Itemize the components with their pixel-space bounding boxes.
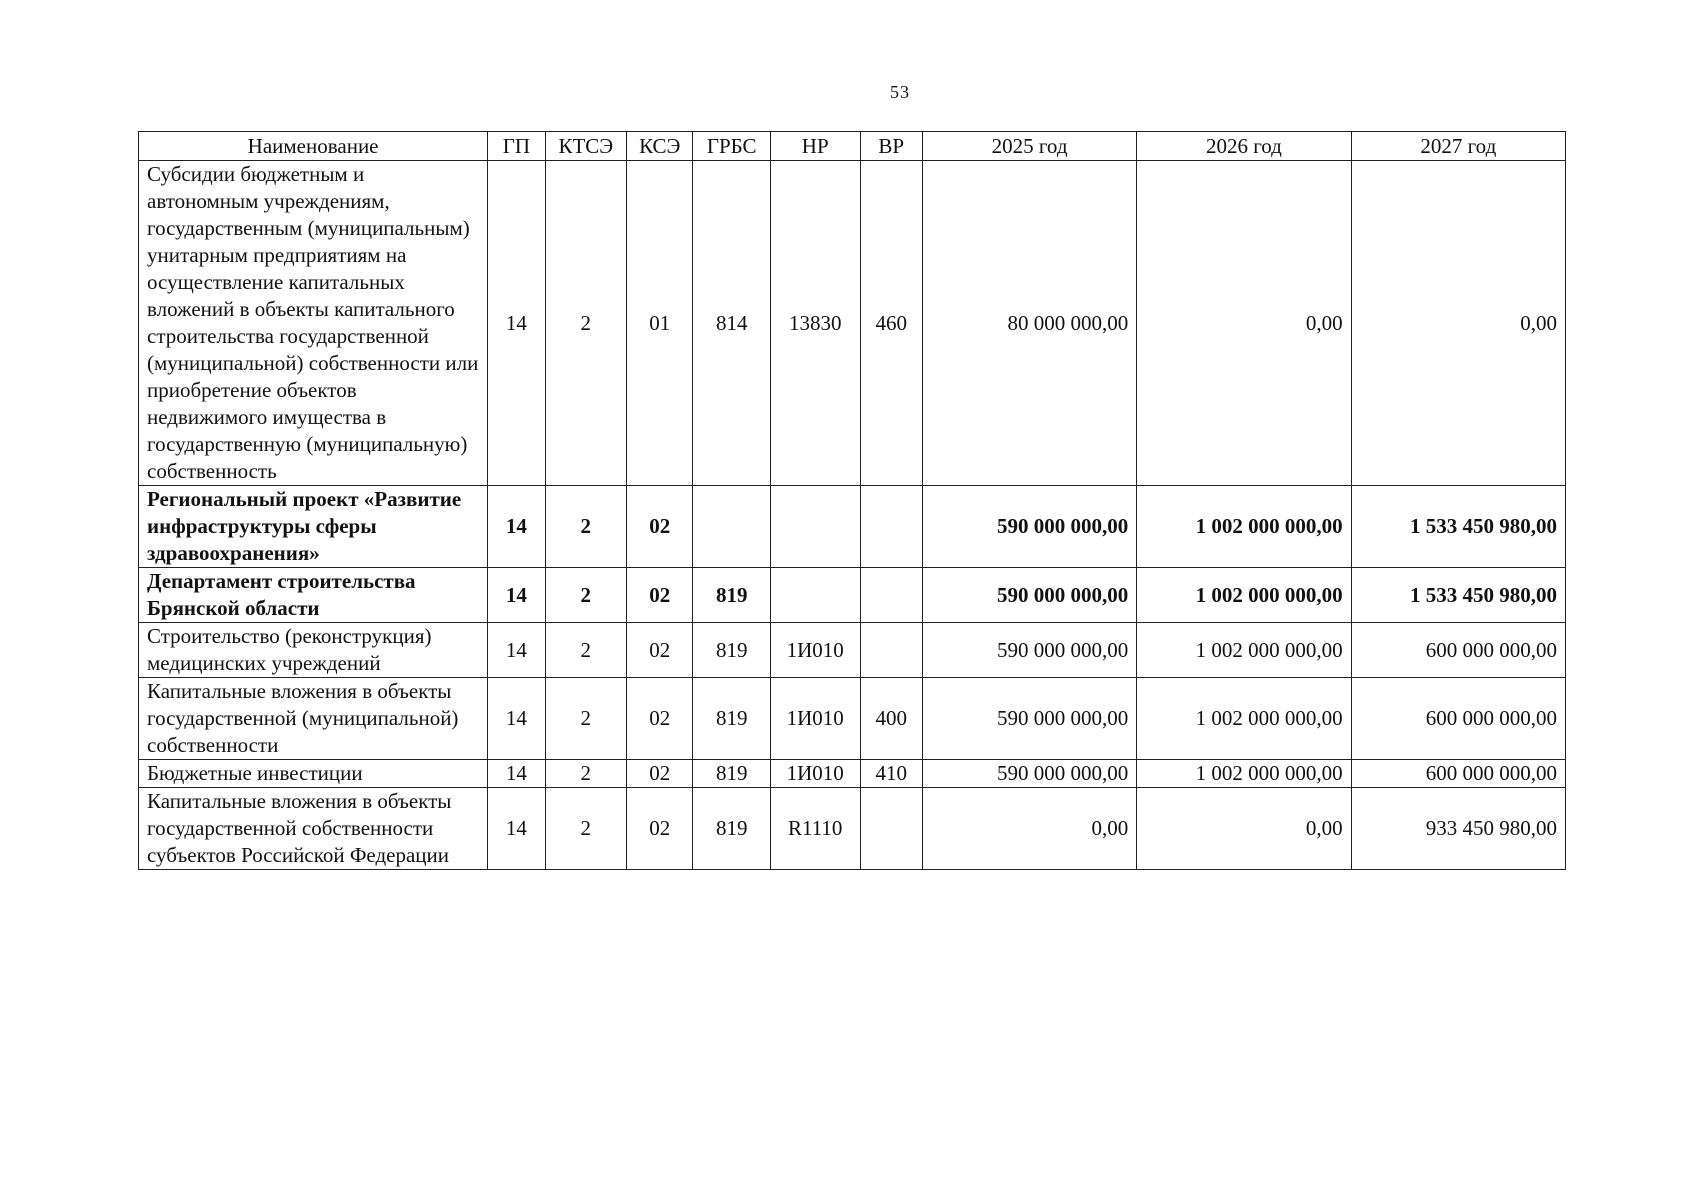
table-header-row <box>139 132 1566 161</box>
row-grbs: 819 <box>693 678 770 760</box>
row-2025: 80 000 000,00 <box>922 161 1136 486</box>
row-name: Департамент строительства Брянской области <box>139 568 488 623</box>
header-name: Наименование <box>139 132 488 161</box>
row-grbs: 819 <box>693 568 770 623</box>
row-kse: 02 <box>627 788 693 870</box>
row-ktse: 2 <box>545 568 627 623</box>
row-grbs <box>693 486 770 568</box>
row-2025: 590 000 000,00 <box>922 568 1136 623</box>
budget-table <box>138 131 1566 870</box>
page-number: 53 <box>890 82 910 102</box>
row-gp: 14 <box>488 623 545 678</box>
row-2027: 600 000 000,00 <box>1351 678 1565 760</box>
row-kse: 02 <box>627 623 693 678</box>
row-2027: 600 000 000,00 <box>1351 760 1565 788</box>
table-row <box>139 486 1566 568</box>
row-2025: 590 000 000,00 <box>922 760 1136 788</box>
row-gp: 14 <box>488 568 545 623</box>
table-row <box>139 161 1566 486</box>
row-2027: 933 450 980,00 <box>1351 788 1565 870</box>
row-nr <box>770 568 860 623</box>
row-grbs: 819 <box>693 760 770 788</box>
row-2026: 0,00 <box>1137 788 1351 870</box>
header-nr: НР <box>770 132 860 161</box>
row-2027: 600 000 000,00 <box>1351 623 1565 678</box>
row-vr <box>860 623 922 678</box>
table-row <box>139 568 1566 623</box>
row-gp: 14 <box>488 161 545 486</box>
table-row <box>139 760 1566 788</box>
header-vr: ВР <box>860 132 922 161</box>
row-gp: 14 <box>488 486 545 568</box>
row-grbs: 819 <box>693 623 770 678</box>
table-row <box>139 678 1566 760</box>
row-ktse: 2 <box>545 788 627 870</box>
header-2025: 2025 год <box>922 132 1136 161</box>
table-row <box>139 623 1566 678</box>
row-nr: 13830 <box>770 161 860 486</box>
header-gp: ГП <box>488 132 545 161</box>
row-nr: R1110 <box>770 788 860 870</box>
row-gp: 14 <box>488 678 545 760</box>
row-2027: 1 533 450 980,00 <box>1351 486 1565 568</box>
row-vr: 410 <box>860 760 922 788</box>
row-2027: 0,00 <box>1351 161 1565 486</box>
row-name: Капитальные вложения в объекты государственной собственности субъектов Российской Федерации <box>139 788 488 870</box>
table-row <box>139 788 1566 870</box>
row-name: Строительство (реконструкция) медицинских учреждений <box>139 623 488 678</box>
row-2026: 1 002 000 000,00 <box>1137 678 1351 760</box>
row-2026: 0,00 <box>1137 161 1351 486</box>
header-2026: 2026 год <box>1137 132 1351 161</box>
row-2026: 1 002 000 000,00 <box>1137 568 1351 623</box>
row-kse: 02 <box>627 568 693 623</box>
row-nr: 1И010 <box>770 760 860 788</box>
header-ktse: КТСЭ <box>545 132 627 161</box>
row-ktse: 2 <box>545 678 627 760</box>
row-2026: 1 002 000 000,00 <box>1137 623 1351 678</box>
header-grbs: ГРБС <box>693 132 770 161</box>
row-2025: 0,00 <box>922 788 1136 870</box>
row-name: Региональный проект «Развитие инфраструктуры сферы здравоохранения» <box>139 486 488 568</box>
row-2025: 590 000 000,00 <box>922 623 1136 678</box>
row-vr <box>860 788 922 870</box>
row-ktse: 2 <box>545 623 627 678</box>
row-2026: 1 002 000 000,00 <box>1137 760 1351 788</box>
row-vr: 400 <box>860 678 922 760</box>
row-ktse: 2 <box>545 161 627 486</box>
row-gp: 14 <box>488 760 545 788</box>
row-kse: 02 <box>627 678 693 760</box>
row-name: Бюджетные инвестиции <box>139 760 488 788</box>
row-kse: 01 <box>627 161 693 486</box>
header-2027: 2027 год <box>1351 132 1565 161</box>
row-name: Капитальные вложения в объекты государственной (муниципальной) собственности <box>139 678 488 760</box>
row-name: Субсидии бюджетным и автономным учреждениям, государственным (муниципальным) унитарным предприятиям на осуществление капитальных вложений в объекты капитального строительства государственной (муниципальной) собственности или приобретение объектов недвижимого имущества в государственную (муниципальную) собственность <box>139 161 488 486</box>
row-2026: 1 002 000 000,00 <box>1137 486 1351 568</box>
row-kse: 02 <box>627 486 693 568</box>
row-2025: 590 000 000,00 <box>922 486 1136 568</box>
row-ktse: 2 <box>545 760 627 788</box>
row-nr: 1И010 <box>770 678 860 760</box>
row-vr: 460 <box>860 161 922 486</box>
row-nr: 1И010 <box>770 623 860 678</box>
row-grbs: 814 <box>693 161 770 486</box>
row-gp: 14 <box>488 788 545 870</box>
row-kse: 02 <box>627 760 693 788</box>
row-nr <box>770 486 860 568</box>
row-2027: 1 533 450 980,00 <box>1351 568 1565 623</box>
row-vr <box>860 568 922 623</box>
row-2025: 590 000 000,00 <box>922 678 1136 760</box>
row-grbs: 819 <box>693 788 770 870</box>
row-ktse: 2 <box>545 486 627 568</box>
row-vr <box>860 486 922 568</box>
header-kse: КСЭ <box>627 132 693 161</box>
